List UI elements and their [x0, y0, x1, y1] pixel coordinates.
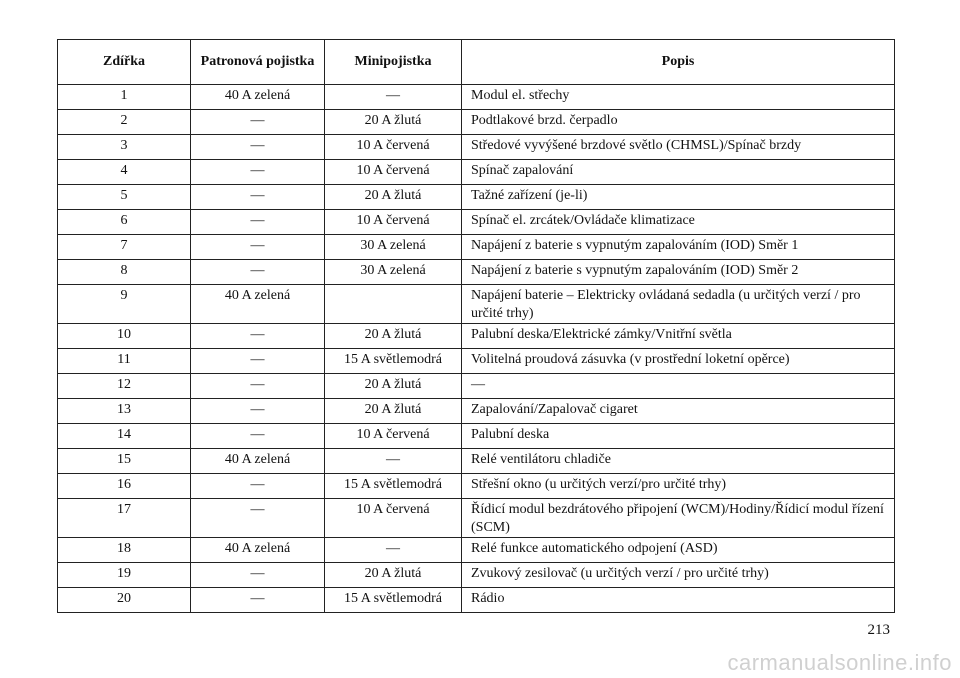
table-row	[58, 499, 895, 538]
cell-description: Napájení z baterie s vypnutým zapalováním (IOD) Směr 2	[462, 260, 895, 285]
fuse-table	[57, 39, 895, 613]
table-row	[58, 285, 895, 324]
table-row	[58, 324, 895, 349]
cell-description: Spínač el. zrcátek/Ovládače klimatizace	[462, 210, 895, 235]
table-body	[58, 85, 895, 613]
cell-description: Střešní okno (u určitých verzí/pro určité trhy)	[462, 474, 895, 499]
cell-mini-fuse: 10 A červená	[325, 160, 462, 185]
table-row	[58, 160, 895, 185]
cell-description: Relé funkce automatického odpojení (ASD)	[462, 538, 895, 563]
table-row	[58, 424, 895, 449]
cell-slot: 1	[58, 85, 191, 110]
header-description: Popis	[462, 40, 895, 85]
cell-description: —	[462, 374, 895, 399]
cell-slot: 3	[58, 135, 191, 160]
cell-description: Zapalování/Zapalovač cigaret	[462, 399, 895, 424]
table-row	[58, 349, 895, 374]
cell-description: Relé ventilátoru chladiče	[462, 449, 895, 474]
table-row	[58, 185, 895, 210]
cell-cartridge-fuse: —	[191, 160, 325, 185]
cell-cartridge-fuse: —	[191, 324, 325, 349]
cell-mini-fuse: 10 A červená	[325, 424, 462, 449]
cell-description: Napájení z baterie s vypnutým zapalováním (IOD) Směr 1	[462, 235, 895, 260]
table-row	[58, 85, 895, 110]
table-row	[58, 260, 895, 285]
table-row	[58, 588, 895, 613]
cell-cartridge-fuse: —	[191, 474, 325, 499]
cell-description: Palubní deska	[462, 424, 895, 449]
cell-cartridge-fuse: 40 A zelená	[191, 85, 325, 110]
cell-description: Řídicí modul bezdrátového připojení (WCM)/Hodiny/Řídicí modul řízení (SCM)	[462, 499, 895, 538]
cell-cartridge-fuse: —	[191, 135, 325, 160]
cell-description: Napájení baterie – Elektricky ovládaná sedadla (u určitých verzí / pro určité trhy)	[462, 285, 895, 324]
cell-slot: 8	[58, 260, 191, 285]
table-row	[58, 210, 895, 235]
cell-slot: 20	[58, 588, 191, 613]
header-slot: Zdířka	[58, 40, 191, 85]
cell-description: Středové vyvýšené brzdové světlo (CHMSL)/Spínač brzdy	[462, 135, 895, 160]
table-row	[58, 474, 895, 499]
watermark: carmanualsonline.info	[727, 650, 952, 675]
cell-slot: 9	[58, 285, 191, 324]
cell-slot: 14	[58, 424, 191, 449]
cell-cartridge-fuse: —	[191, 424, 325, 449]
cell-description: Modul el. střechy	[462, 85, 895, 110]
cell-cartridge-fuse: 40 A zelená	[191, 449, 325, 474]
cell-slot: 6	[58, 210, 191, 235]
cell-mini-fuse: 10 A červená	[325, 210, 462, 235]
cell-mini-fuse: —	[325, 449, 462, 474]
cell-mini-fuse: 10 A červená	[325, 499, 462, 538]
table-row	[58, 374, 895, 399]
cell-mini-fuse: 15 A světlemodrá	[325, 474, 462, 499]
cell-description: Zvukový zesilovač (u určitých verzí / pro určité trhy)	[462, 563, 895, 588]
cell-description: Tažné zařízení (je-li)	[462, 185, 895, 210]
cell-description: Podtlakové brzd. čerpadlo	[462, 110, 895, 135]
cell-cartridge-fuse: —	[191, 349, 325, 374]
cell-slot: 18	[58, 538, 191, 563]
cell-mini-fuse: 30 A zelená	[325, 260, 462, 285]
cell-cartridge-fuse: —	[191, 374, 325, 399]
cell-cartridge-fuse: —	[191, 499, 325, 538]
cell-slot: 10	[58, 324, 191, 349]
cell-description: Palubní deska/Elektrické zámky/Vnitřní světla	[462, 324, 895, 349]
cell-mini-fuse: 20 A žlutá	[325, 110, 462, 135]
cell-slot: 13	[58, 399, 191, 424]
cell-description: Volitelná proudová zásuvka (v prostřední loketní opěrce)	[462, 349, 895, 374]
cell-cartridge-fuse: —	[191, 563, 325, 588]
cell-mini-fuse: 20 A žlutá	[325, 374, 462, 399]
page-number: 213	[867, 622, 890, 638]
cell-mini-fuse: 15 A světlemodrá	[325, 588, 462, 613]
cell-mini-fuse: —	[325, 538, 462, 563]
table-row	[58, 135, 895, 160]
cell-slot: 17	[58, 499, 191, 538]
cell-cartridge-fuse: 40 A zelená	[191, 285, 325, 324]
header-mini-fuse: Minipojistka	[325, 40, 462, 85]
cell-slot: 5	[58, 185, 191, 210]
cell-slot: 4	[58, 160, 191, 185]
table-row	[58, 399, 895, 424]
cell-mini-fuse	[325, 285, 462, 324]
table-row	[58, 235, 895, 260]
cell-mini-fuse: 20 A žlutá	[325, 563, 462, 588]
header-cartridge-fuse: Patronová pojistka	[191, 40, 325, 85]
cell-cartridge-fuse: —	[191, 588, 325, 613]
cell-cartridge-fuse: —	[191, 185, 325, 210]
cell-slot: 19	[58, 563, 191, 588]
cell-mini-fuse: —	[325, 85, 462, 110]
table-row	[58, 110, 895, 135]
cell-description: Spínač zapalování	[462, 160, 895, 185]
cell-slot: 11	[58, 349, 191, 374]
cell-cartridge-fuse: 40 A zelená	[191, 538, 325, 563]
cell-cartridge-fuse: —	[191, 260, 325, 285]
cell-cartridge-fuse: —	[191, 210, 325, 235]
cell-cartridge-fuse: —	[191, 235, 325, 260]
cell-mini-fuse: 20 A žlutá	[325, 324, 462, 349]
cell-slot: 16	[58, 474, 191, 499]
cell-cartridge-fuse: —	[191, 399, 325, 424]
table-row	[58, 563, 895, 588]
cell-description: Rádio	[462, 588, 895, 613]
table-row	[58, 449, 895, 474]
cell-mini-fuse: 15 A světlemodrá	[325, 349, 462, 374]
cell-slot: 2	[58, 110, 191, 135]
cell-slot: 15	[58, 449, 191, 474]
cell-slot: 12	[58, 374, 191, 399]
cell-mini-fuse: 30 A zelená	[325, 235, 462, 260]
cell-mini-fuse: 20 A žlutá	[325, 399, 462, 424]
cell-mini-fuse: 10 A červená	[325, 135, 462, 160]
cell-mini-fuse: 20 A žlutá	[325, 185, 462, 210]
cell-slot: 7	[58, 235, 191, 260]
cell-cartridge-fuse: —	[191, 110, 325, 135]
table-row	[58, 538, 895, 563]
table-header-row	[58, 40, 895, 85]
